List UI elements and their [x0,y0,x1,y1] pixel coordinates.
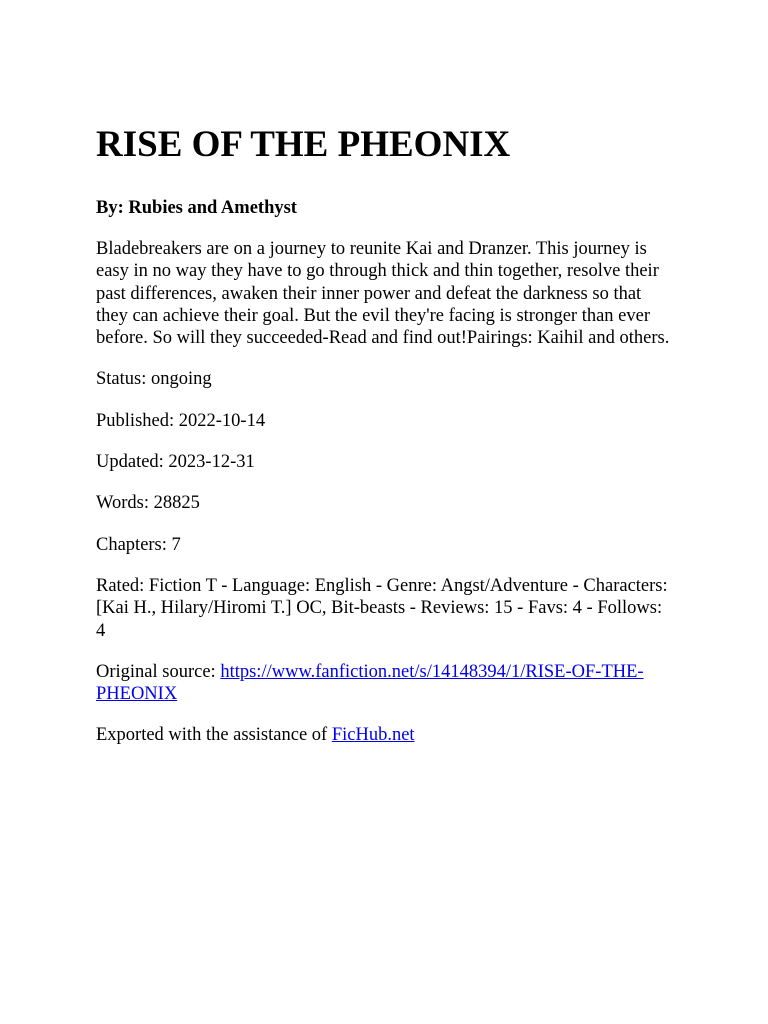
export-credit [96,724,672,746]
original-source-label: Original source: [96,661,221,682]
chapter-count: Chapters: 7 [96,534,181,555]
story-metadata: Rated: Fiction T - Language: English - Genre: Angst/Adventure - Characters: [Kai H., Hilary/Hiromi T.] OC, Bit-beasts - Reviews: 15 - Favs: 4 - Follows: 4 [96,575,668,641]
author-byline: By: Rubies and Amethyst [96,198,297,218]
story-summary: Bladebreakers are on a journey to reunite Kai and Dranzer. This journey is easy in no way they have to go through thick and thin together, resolve their past differences, awaken their inner power and defeat the darkness so that they can achieve their goal. But the evil they're facing is stronger than ever before. So will they succeeded-Read and find out!Pairings: Kaihil and others. [96,239,670,349]
updated-date: Updated: 2023-12-31 [96,452,255,473]
fichub-link[interactable]: FicHub.net [331,725,415,746]
original-source [96,661,672,706]
original-source-link[interactable]: https://www.fanfiction.net/s/14148394/1/RISE-OF-THE-PHEONIX [96,661,644,705]
status-text: Status: ongoing [96,369,212,390]
published-date: Published: 2022-10-14 [96,410,266,431]
document-page [96,96,672,747]
export-credit-label: Exported with the assistance of [96,725,332,746]
story-title: RISE OF THE PHEONIX [96,124,511,165]
word-count: Words: 28825 [96,493,200,514]
